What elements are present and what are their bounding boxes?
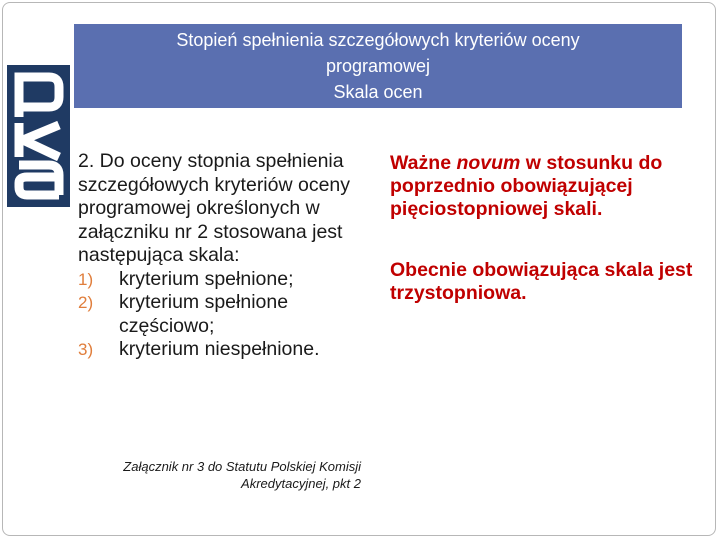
list-text: kryterium spełnione; <box>119 267 294 290</box>
title-line-1: Stopień spełnienia szczegółowych kryteriów oceny <box>176 30 580 50</box>
novum-note <box>390 152 700 221</box>
current-scale-note: Obecnie obowiązująca skala jest trzystopniowa. <box>390 259 693 304</box>
list-item <box>78 338 378 362</box>
novum-note-pre: Ważne <box>390 152 457 174</box>
slide-title <box>74 24 682 108</box>
pka-logo-icon <box>7 65 70 207</box>
list-text: kryterium spełnione częściowo; <box>119 291 289 337</box>
list-number: 3) <box>78 340 94 359</box>
list-item <box>78 268 378 292</box>
list-text: kryterium niespełnione. <box>119 338 320 360</box>
source-citation: Załącznik nr 3 do Statutu Polskiej Komisji Akredytacyjnej, pkt 2 <box>123 459 361 491</box>
right-column <box>390 152 700 305</box>
novum-note-post: w stosunku do poprzednio obowiązującej pięciostopniowej skali. <box>390 152 663 220</box>
novum-word: novum <box>456 152 521 174</box>
scale-list <box>78 268 378 362</box>
title-line-2: programowej <box>325 56 431 76</box>
left-column <box>78 150 378 362</box>
list-number: 2) <box>78 293 94 312</box>
title-line-3: Skala ocen <box>333 82 423 102</box>
rule-intro: 2. Do oceny stopnia spełnienia szczegółowych kryteriów oceny programowej określonych w załączniku nr 2 stosowana jest następująca skala: <box>78 150 351 266</box>
list-item <box>78 291 378 338</box>
list-number: 1) <box>78 269 94 289</box>
